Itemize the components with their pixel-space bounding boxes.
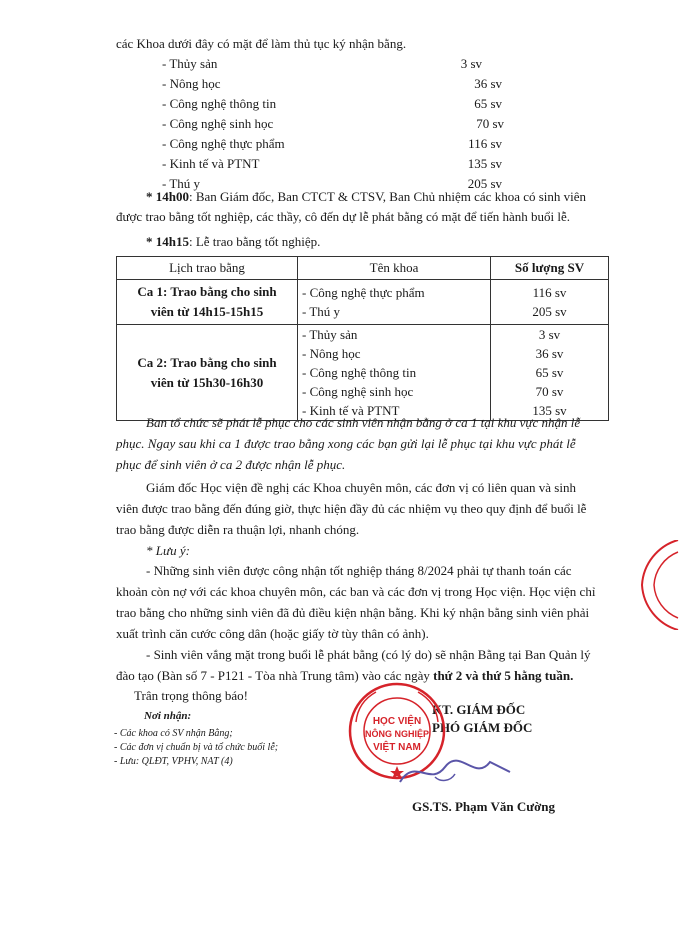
event-14h00-line1: [146, 189, 586, 205]
faculty-name: - Kinh tế và PTNT: [162, 156, 260, 171]
faculty-count: 116 sv: [468, 136, 502, 151]
event-text: : Lễ trao bằng tốt nghiệp.: [188, 234, 321, 249]
signature-icon: [395, 752, 515, 792]
list-item: [0, 136, 560, 155]
faculty-name: - Kinh tế và PTNT: [302, 403, 400, 418]
faculty-count: 3 sv: [538, 327, 561, 342]
faculty-count: 70 sv: [535, 384, 564, 399]
note-line: - Những sinh viên được công nhận tốt nghiệp tháng 8/2024 phải tự thanh toán các: [146, 563, 572, 578]
faculty-name: - Công nghệ thực phẩm: [302, 285, 425, 300]
recipient-item: - Các khoa có SV nhận Bằng;: [114, 728, 233, 739]
faculty-count: 205 sv: [532, 304, 567, 319]
signer-name: GS.TS. Phạm Văn Cường: [412, 799, 555, 814]
header-count: Số lượng SV: [491, 257, 609, 280]
note-line: Ban tổ chức sẽ phát lễ phục cho các sinh viên nhận bằng ở ca 1 tại khu vực nhận lễ: [146, 415, 581, 430]
signature-subtitle: PHÓ GIÁM ĐỐC: [432, 720, 533, 735]
faculty-name: - Thú y: [162, 176, 201, 191]
faculty-name: - Công nghệ sinh học: [162, 116, 274, 131]
paragraph-line: trao bằng được diễn ra thuận lợi, nhanh chóng.: [116, 522, 360, 537]
faculty-name: - Công nghệ thực phẩm: [162, 136, 285, 151]
faculty-name: - Thú y: [302, 304, 341, 319]
session-title-line: Ca 2: Trao bằng cho sinh: [137, 354, 277, 370]
recipient-item: - Lưu: QLĐT, VPHV, NAT (4): [114, 756, 233, 767]
faculty-count: 116 sv: [532, 285, 567, 300]
signature-title: KT. GIÁM ĐỐC: [432, 702, 526, 717]
list-item: [0, 116, 560, 135]
seal-text: NÔNG NGHIỆP: [364, 729, 430, 739]
note-heading: * Lưu ý:: [146, 543, 190, 558]
session-2-title: [117, 325, 298, 421]
margin-stamp-icon: [612, 540, 680, 630]
paragraph-line: viên được trao bằng đến đúng giờ, thực hiện đầy đủ các nhiệm vụ theo quy định để buổi lễ: [116, 501, 587, 516]
list-item: [0, 56, 560, 75]
list-item: [0, 76, 560, 95]
seal-text: HỌC VIỆN: [372, 716, 422, 727]
closing-line: Trân trọng thông báo!: [134, 688, 248, 703]
session-title-line: Ca 1: Trao bằng cho sinh: [137, 284, 277, 299]
faculty-count: 65 sv: [535, 365, 564, 380]
event-14h15-line: [146, 234, 320, 250]
event-text: : Ban Giám đốc, Ban CTCT & CTSV, Ban Chủ nhiệm các khoa có sinh viên: [188, 189, 587, 204]
recipients-heading: Nơi nhận:: [144, 710, 192, 722]
faculty-name: - Thủy sản: [162, 56, 218, 71]
note-line: xuất trình căn cước công dân (hoặc giấy tờ tùy thân có ảnh).: [116, 626, 429, 641]
session-1-title: [117, 280, 298, 325]
paragraph-line: Giám đốc Học viện đề nghị các Khoa chuyên môn, các đơn vị có liên quan và sinh: [146, 480, 576, 495]
session-title-line: viên từ 14h15-15h15: [150, 304, 264, 319]
note-2-bold: thứ 2 và thứ 5 hằng tuần.: [433, 668, 574, 683]
note-line: phục. Ngay sau khi ca 1 được trao bằng xong các bạn gửi lại lễ phục tại khu vực phát lễ: [116, 436, 576, 451]
note-line: phục để sinh viên ở ca 2 được nhận lễ phục.: [116, 457, 346, 472]
schedule-table: [116, 256, 609, 421]
table-row: [117, 280, 609, 325]
recipient-item: - Các đơn vị chuẩn bị và tổ chức buổi lễ;: [114, 742, 279, 753]
faculty-count: 36 sv: [474, 76, 502, 91]
session-1-faculties: [298, 280, 491, 325]
note-2-text: đào tạo (Bàn số 7 - P121 - Tòa nhà Trung tâm) vào các ngày: [116, 668, 434, 683]
faculty-count: 3 sv: [460, 56, 482, 71]
faculty-name: - Công nghệ thông tin: [162, 96, 277, 111]
session-2-counts: [491, 325, 609, 421]
list-item: [0, 156, 560, 175]
session-1-counts: [491, 280, 609, 325]
faculty-count: 36 sv: [535, 346, 564, 361]
event-time: * 14h00: [146, 189, 189, 204]
session-title-line: viên từ 15h30-16h30: [150, 374, 264, 390]
faculty-count: 205 sv: [467, 176, 502, 191]
header-faculty: Tên khoa: [298, 257, 491, 280]
list-item: [0, 96, 560, 115]
session-2-faculties: [298, 325, 491, 421]
faculty-name: - Nông học: [302, 346, 361, 361]
note-2-line2: [116, 668, 573, 684]
seal-text: VIỆT NAM: [373, 742, 421, 753]
header-schedule: Lịch trao bằng: [117, 257, 298, 280]
faculty-count: 65 sv: [474, 96, 502, 111]
note-line: trao bằng cho những sinh viên đã đủ điều kiện nhận bằng. Khi ký nhận bằng sinh viên phải: [116, 605, 590, 620]
faculty-name: - Công nghệ thông tin: [302, 365, 417, 380]
faculty-name: - Nông học: [162, 76, 221, 91]
recipients-list: [114, 727, 278, 769]
note-line: khoản còn nợ với các khoa chuyên môn, các ban và các đơn vị trong Học viện. Học viện chỉ: [116, 584, 596, 599]
note-2-line1: - Sinh viên vắng mặt trong buổi lễ phát bằng (có lý do) sẽ nhận Bằng tại Ban Quản lý: [146, 647, 591, 662]
faculty-name: - Thủy sản: [302, 327, 358, 342]
intro-line: các Khoa dưới đây có mặt để làm thủ tục ký nhận bằng.: [116, 36, 407, 51]
event-time: * 14h15: [146, 234, 189, 249]
faculty-name: - Công nghệ sinh học: [302, 384, 414, 399]
table-header-row: [117, 257, 609, 280]
faculty-count: 135 sv: [467, 156, 502, 171]
faculty-count: 70 sv: [476, 116, 504, 131]
faculty-count: 135 sv: [532, 403, 567, 418]
table-row: [117, 325, 609, 421]
event-14h00-line2: được trao bằng tốt nghiệp, các thầy, cô đến dự lễ phát bằng có mặt để tiến hành buổi lễ.: [116, 209, 571, 224]
